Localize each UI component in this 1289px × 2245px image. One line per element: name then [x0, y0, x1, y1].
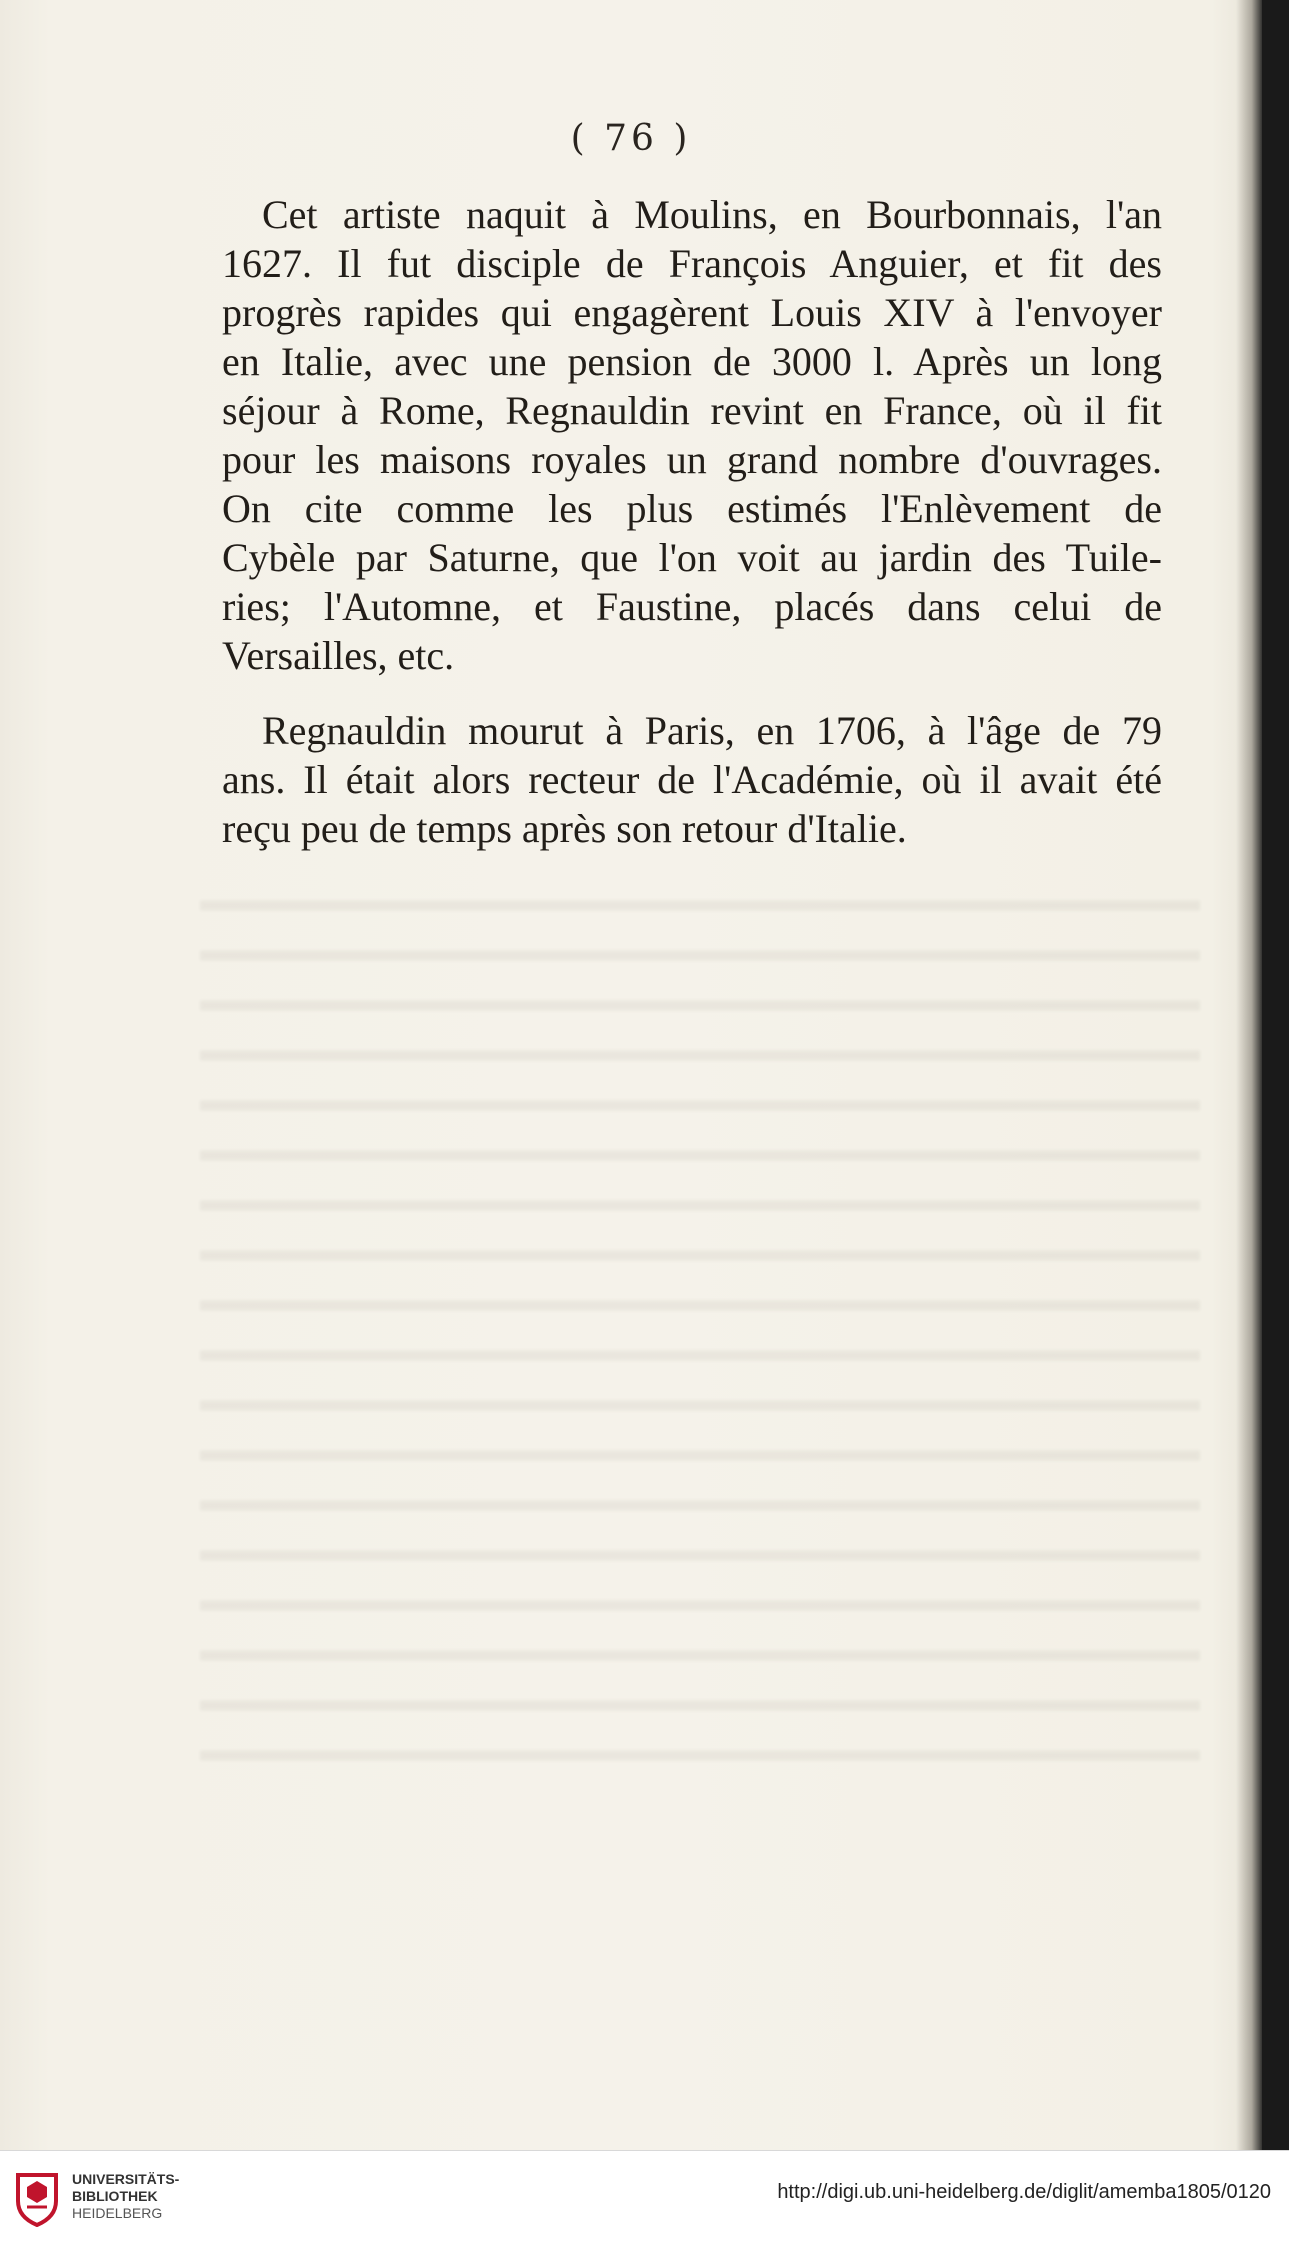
source-url[interactable]: http://digi.ub.uni-heidelberg.de/diglit/amemba1805/0120 — [777, 2181, 1271, 2203]
binding-shadow — [1236, 0, 1262, 2150]
body-line: Versailles, etc. — [222, 633, 455, 678]
show-through-texture — [200, 880, 1200, 1800]
body-line: Cet artiste naquit à Moulins, en Bourbonnais, l'an — [262, 192, 1162, 237]
body-line: pour les maisons royales un grand nombre d'ouvrages. — [222, 437, 1162, 482]
body-line: reçu peu de temps après son retour d'Italie. — [222, 806, 907, 851]
body-line: ries; l'Automne, et Faustine, placés dans celui de — [222, 584, 1162, 629]
body-line: progrès rapides qui engagèrent Louis XIV à l'envoyer — [222, 290, 1162, 335]
body-line: ans. Il était alors recteur de l'Académie, où il avait été — [222, 757, 1162, 802]
library-name-line: BIBLIOTHEK — [72, 2188, 158, 2204]
page-number: ( 76 ) — [570, 118, 692, 159]
body-line: On cite comme les plus estimés l'Enlèvement de — [222, 486, 1162, 531]
library-name — [72, 2171, 179, 2222]
body-line: séjour à Rome, Regnauldin revint en France, où il fit — [222, 388, 1162, 433]
library-name-line: HEIDELBERG — [72, 2205, 163, 2221]
body-line: Cybèle par Saturne, que l'on voit au jardin des Tuile- — [222, 535, 1162, 580]
body-line: Regnauldin mourut à Paris, en 1706, à l'âge de 79 — [262, 708, 1162, 753]
page-edge — [1262, 0, 1289, 2150]
library-name-line: UNIVERSITÄTS- — [72, 2171, 180, 2187]
footer-bar — [0, 2150, 1289, 2245]
body-line: en Italie, avec une pension de 3000 l. Après un long — [222, 339, 1162, 384]
university-seal-icon — [12, 2171, 62, 2227]
body-line: 1627. Il fut disciple de François Anguier, et fit des — [222, 241, 1162, 286]
